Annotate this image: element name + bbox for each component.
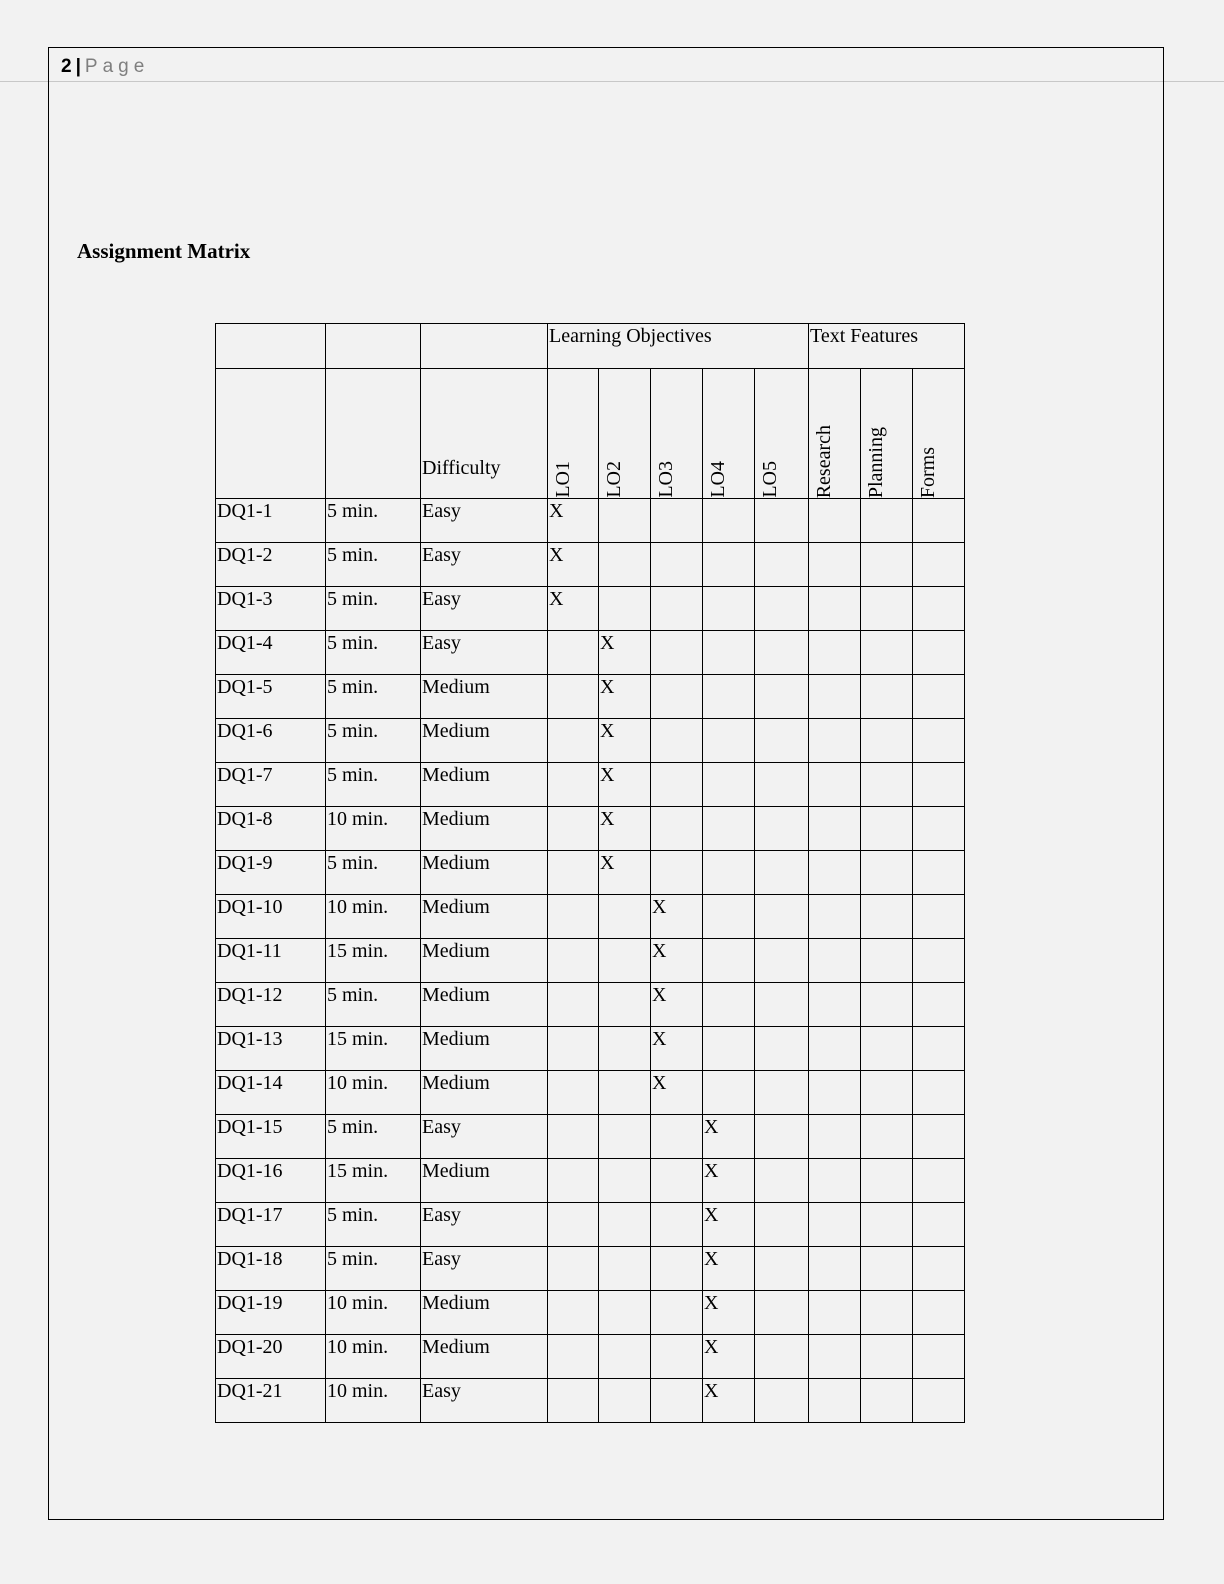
lo2-mark-cell (599, 895, 651, 939)
table-row (216, 719, 965, 763)
difficulty-cell: Easy (421, 543, 548, 587)
forms-mark-cell (913, 1115, 965, 1159)
group-header-row (216, 324, 965, 369)
research-mark-cell (809, 1027, 861, 1071)
lo1-mark-cell (548, 1203, 599, 1247)
planning-mark-cell (861, 851, 913, 895)
lo2-mark-cell: X (599, 719, 651, 763)
difficulty-cell: Medium (421, 939, 548, 983)
lo5-mark-cell (755, 587, 809, 631)
lo2-mark-cell (599, 543, 651, 587)
lo2-mark-cell: X (599, 675, 651, 719)
time-cell: 5 min. (326, 499, 421, 543)
time-cell: 5 min. (326, 1203, 421, 1247)
question-id-cell: DQ1-19 (216, 1291, 326, 1335)
forms-mark-cell (913, 939, 965, 983)
time-cell: 10 min. (326, 1335, 421, 1379)
document-title: Assignment Matrix (77, 239, 251, 263)
lo5-mark-cell (755, 983, 809, 1027)
research-mark-cell (809, 807, 861, 851)
time-cell: 5 min. (326, 631, 421, 675)
lo4-mark-cell (703, 895, 755, 939)
research-mark-cell (809, 1247, 861, 1291)
lo3-mark-cell (651, 1335, 703, 1379)
lo4-mark-cell: X (703, 1291, 755, 1335)
question-id-cell: DQ1-4 (216, 631, 326, 675)
table-row (216, 631, 965, 675)
difficulty-cell: Medium (421, 1071, 548, 1115)
table-row (216, 1071, 965, 1115)
lo5-mark-cell (755, 895, 809, 939)
forms-mark-cell (913, 675, 965, 719)
lo2-mark-cell (599, 1027, 651, 1071)
lo5-mark-cell (755, 807, 809, 851)
lo2-mark-cell: X (599, 807, 651, 851)
lo3-mark-cell (651, 1159, 703, 1203)
forms-mark-cell (913, 1379, 965, 1423)
forms-mark-cell (913, 543, 965, 587)
lo1-mark-cell: X (548, 499, 599, 543)
research-mark-cell (809, 895, 861, 939)
planning-mark-cell (861, 1159, 913, 1203)
lo5-mark-cell (755, 719, 809, 763)
lo3-mark-cell: X (651, 939, 703, 983)
lo3-mark-cell: X (651, 895, 703, 939)
time-cell: 5 min. (326, 1247, 421, 1291)
question-id-cell: DQ1-5 (216, 675, 326, 719)
lo3-mark-cell: X (651, 1027, 703, 1071)
forms-mark-cell (913, 763, 965, 807)
lo2-mark-cell (599, 1159, 651, 1203)
difficulty-cell: Medium (421, 895, 548, 939)
planning-mark-cell (861, 807, 913, 851)
research-mark-cell (809, 719, 861, 763)
lo3-mark-cell (651, 1379, 703, 1423)
difficulty-cell: Easy (421, 587, 548, 631)
assignment-matrix-table (215, 323, 965, 1423)
lo1-mark-cell (548, 983, 599, 1027)
table-row (216, 983, 965, 1027)
lo1-header: LO1 (552, 461, 574, 498)
planning-mark-cell (861, 1291, 913, 1335)
time-cell: 10 min. (326, 807, 421, 851)
lo1-mark-cell: X (548, 587, 599, 631)
table-row (216, 1379, 965, 1423)
lo3-mark-cell (651, 587, 703, 631)
lo4-mark-cell: X (703, 1335, 755, 1379)
forms-mark-cell (913, 1291, 965, 1335)
time-cell: 5 min. (326, 587, 421, 631)
planning-mark-cell (861, 1247, 913, 1291)
research-mark-cell (809, 983, 861, 1027)
question-id-cell: DQ1-11 (216, 939, 326, 983)
lo5-mark-cell (755, 851, 809, 895)
forms-mark-cell (913, 1071, 965, 1115)
lo2-mark-cell: X (599, 631, 651, 675)
table-row (216, 939, 965, 983)
lo5-mark-cell (755, 1159, 809, 1203)
lo5-mark-cell (755, 675, 809, 719)
question-id-cell: DQ1-20 (216, 1335, 326, 1379)
planning-mark-cell (861, 1115, 913, 1159)
lo2-mark-cell (599, 587, 651, 631)
lo5-mark-cell (755, 499, 809, 543)
lo5-mark-cell (755, 543, 809, 587)
lo2-mark-cell (599, 939, 651, 983)
lo5-mark-cell (755, 631, 809, 675)
planning-mark-cell (861, 1335, 913, 1379)
lo1-mark-cell (548, 1027, 599, 1071)
question-id-cell: DQ1-7 (216, 763, 326, 807)
planning-mark-cell (861, 939, 913, 983)
lo4-mark-cell (703, 851, 755, 895)
table-row (216, 1247, 965, 1291)
lo1-mark-cell (548, 851, 599, 895)
lo4-mark-cell: X (703, 1159, 755, 1203)
lo2-mark-cell (599, 1203, 651, 1247)
research-mark-cell (809, 499, 861, 543)
lo3-mark-cell (651, 631, 703, 675)
forms-header-cell (913, 369, 965, 499)
lo4-mark-cell (703, 543, 755, 587)
planning-mark-cell (861, 1071, 913, 1115)
planning-mark-cell (861, 499, 913, 543)
lo2-header: LO2 (603, 461, 625, 498)
lo5-mark-cell (755, 1071, 809, 1115)
lo3-mark-cell (651, 1115, 703, 1159)
planning-mark-cell (861, 763, 913, 807)
column-header-row (216, 369, 965, 499)
forms-mark-cell (913, 895, 965, 939)
lo4-mark-cell (703, 719, 755, 763)
forms-mark-cell (913, 1027, 965, 1071)
research-mark-cell (809, 939, 861, 983)
lo4-mark-cell (703, 631, 755, 675)
forms-mark-cell (913, 587, 965, 631)
forms-mark-cell (913, 1159, 965, 1203)
forms-mark-cell (913, 719, 965, 763)
lo5-mark-cell (755, 939, 809, 983)
lo4-mark-cell: X (703, 1203, 755, 1247)
difficulty-cell: Easy (421, 631, 548, 675)
lo3-mark-cell (651, 719, 703, 763)
table-row (216, 895, 965, 939)
lo1-mark-cell (548, 631, 599, 675)
table-row (216, 1203, 965, 1247)
lo3-mark-cell (651, 1247, 703, 1291)
question-id-cell: DQ1-13 (216, 1027, 326, 1071)
lo1-mark-cell (548, 807, 599, 851)
lo3-mark-cell (651, 807, 703, 851)
lo4-mark-cell: X (703, 1115, 755, 1159)
difficulty-cell: Medium (421, 763, 548, 807)
lo3-header: LO3 (655, 461, 677, 498)
lo4-mark-cell (703, 1027, 755, 1071)
planning-mark-cell (861, 1379, 913, 1423)
difficulty-cell: Medium (421, 719, 548, 763)
lo5-mark-cell (755, 1335, 809, 1379)
question-id-cell: DQ1-6 (216, 719, 326, 763)
question-id-cell: DQ1-3 (216, 587, 326, 631)
lo1-mark-cell (548, 1115, 599, 1159)
lo2-mark-cell: X (599, 851, 651, 895)
time-cell: 5 min. (326, 543, 421, 587)
research-header-cell (809, 369, 861, 499)
page-header-separator: | (75, 56, 81, 77)
lo2-header-cell (599, 369, 651, 499)
lo1-mark-cell (548, 1247, 599, 1291)
lo5-header: LO5 (759, 461, 781, 498)
question-id-cell: DQ1-15 (216, 1115, 326, 1159)
lo3-mark-cell: X (651, 983, 703, 1027)
lo1-mark-cell (548, 763, 599, 807)
table-row (216, 1159, 965, 1203)
lo2-mark-cell (599, 499, 651, 543)
lo2-mark-cell (599, 1247, 651, 1291)
forms-mark-cell (913, 807, 965, 851)
lo1-mark-cell: X (548, 543, 599, 587)
time-cell: 5 min. (326, 983, 421, 1027)
time-cell: 15 min. (326, 939, 421, 983)
research-mark-cell (809, 587, 861, 631)
lo4-mark-cell (703, 675, 755, 719)
difficulty-cell: Medium (421, 983, 548, 1027)
question-id-cell: DQ1-9 (216, 851, 326, 895)
lo5-mark-cell (755, 763, 809, 807)
time-cell: 5 min. (326, 763, 421, 807)
planning-mark-cell (861, 1027, 913, 1071)
lo1-mark-cell (548, 1335, 599, 1379)
table-row (216, 1027, 965, 1071)
table-row (216, 1335, 965, 1379)
table-row (216, 675, 965, 719)
time-cell: 10 min. (326, 1291, 421, 1335)
time-cell: 5 min. (326, 851, 421, 895)
difficulty-cell: Easy (421, 1379, 548, 1423)
difficulty-cell: Easy (421, 1203, 548, 1247)
lo3-mark-cell (651, 675, 703, 719)
time-cell: 10 min. (326, 1071, 421, 1115)
planning-mark-cell (861, 675, 913, 719)
lo4-mark-cell (703, 587, 755, 631)
research-mark-cell (809, 1071, 861, 1115)
page-number: 2 (61, 56, 72, 77)
time-cell: 5 min. (326, 719, 421, 763)
question-id-cell: DQ1-18 (216, 1247, 326, 1291)
forms-mark-cell (913, 1335, 965, 1379)
planning-mark-cell (861, 719, 913, 763)
research-mark-cell (809, 543, 861, 587)
lo4-mark-cell (703, 1071, 755, 1115)
difficulty-cell: Medium (421, 675, 548, 719)
question-id-cell: DQ1-10 (216, 895, 326, 939)
research-mark-cell (809, 1115, 861, 1159)
time-cell: 5 min. (326, 675, 421, 719)
difficulty-cell: Medium (421, 1291, 548, 1335)
table-row (216, 543, 965, 587)
lo2-mark-cell (599, 1291, 651, 1335)
lo3-mark-cell (651, 543, 703, 587)
question-id-cell: DQ1-2 (216, 543, 326, 587)
learning-objectives-header: Learning Objectives (548, 324, 809, 369)
lo1-header-cell (548, 369, 599, 499)
lo3-mark-cell (651, 851, 703, 895)
question-id-cell: DQ1-8 (216, 807, 326, 851)
research-mark-cell (809, 631, 861, 675)
lo4-header: LO4 (707, 461, 729, 498)
lo2-mark-cell: X (599, 763, 651, 807)
difficulty-cell: Easy (421, 1247, 548, 1291)
time-cell: 15 min. (326, 1159, 421, 1203)
page-header (61, 56, 149, 78)
difficulty-cell: Easy (421, 1115, 548, 1159)
question-id-cell: DQ1-14 (216, 1071, 326, 1115)
forms-mark-cell (913, 851, 965, 895)
planning-mark-cell (861, 631, 913, 675)
lo5-header-cell (755, 369, 809, 499)
planning-mark-cell (861, 587, 913, 631)
lo3-header-cell (651, 369, 703, 499)
planning-mark-cell (861, 895, 913, 939)
header-cell-empty (421, 324, 548, 369)
lo3-mark-cell: X (651, 1071, 703, 1115)
lo2-mark-cell (599, 1335, 651, 1379)
planning-header: Planning (865, 426, 887, 498)
lo2-mark-cell (599, 1071, 651, 1115)
lo5-mark-cell (755, 1247, 809, 1291)
question-id-cell: DQ1-1 (216, 499, 326, 543)
planning-header-cell (861, 369, 913, 499)
research-mark-cell (809, 1203, 861, 1247)
lo4-mark-cell (703, 763, 755, 807)
lo2-mark-cell (599, 1379, 651, 1423)
difficulty-cell: Medium (421, 1159, 548, 1203)
time-cell: 15 min. (326, 1027, 421, 1071)
forms-mark-cell (913, 983, 965, 1027)
lo1-mark-cell (548, 719, 599, 763)
time-cell: 10 min. (326, 895, 421, 939)
planning-mark-cell (861, 1203, 913, 1247)
difficulty-cell: Medium (421, 1027, 548, 1071)
research-mark-cell (809, 1291, 861, 1335)
table-row (216, 851, 965, 895)
matrix-body (216, 324, 965, 1423)
lo4-mark-cell (703, 807, 755, 851)
lo4-mark-cell: X (703, 1247, 755, 1291)
header-cell-empty (326, 369, 421, 499)
lo3-mark-cell (651, 1203, 703, 1247)
lo5-mark-cell (755, 1203, 809, 1247)
time-cell: 10 min. (326, 1379, 421, 1423)
forms-mark-cell (913, 499, 965, 543)
lo3-mark-cell (651, 499, 703, 543)
research-mark-cell (809, 1379, 861, 1423)
lo4-mark-cell (703, 499, 755, 543)
lo4-mark-cell: X (703, 1379, 755, 1423)
lo5-mark-cell (755, 1379, 809, 1423)
lo3-mark-cell (651, 763, 703, 807)
forms-mark-cell (913, 1247, 965, 1291)
lo2-mark-cell (599, 983, 651, 1027)
research-mark-cell (809, 763, 861, 807)
time-cell: 5 min. (326, 1115, 421, 1159)
table-row (216, 587, 965, 631)
question-id-cell: DQ1-21 (216, 1379, 326, 1423)
lo1-mark-cell (548, 1159, 599, 1203)
lo4-header-cell (703, 369, 755, 499)
lo2-mark-cell (599, 1115, 651, 1159)
research-header: Research (813, 424, 835, 498)
lo1-mark-cell (548, 1379, 599, 1423)
table-row (216, 807, 965, 851)
planning-mark-cell (861, 543, 913, 587)
difficulty-cell: Medium (421, 1335, 548, 1379)
question-id-cell: DQ1-17 (216, 1203, 326, 1247)
difficulty-cell: Medium (421, 807, 548, 851)
difficulty-header: Difficulty (421, 369, 548, 499)
lo1-mark-cell (548, 895, 599, 939)
lo3-mark-cell (651, 1291, 703, 1335)
lo1-mark-cell (548, 675, 599, 719)
question-id-cell: DQ1-12 (216, 983, 326, 1027)
forms-header: Forms (917, 446, 939, 498)
lo1-mark-cell (548, 1291, 599, 1335)
header-cell-empty (216, 324, 326, 369)
research-mark-cell (809, 675, 861, 719)
lo4-mark-cell (703, 939, 755, 983)
lo1-mark-cell (548, 1071, 599, 1115)
lo5-mark-cell (755, 1027, 809, 1071)
difficulty-cell: Easy (421, 499, 548, 543)
research-mark-cell (809, 1335, 861, 1379)
difficulty-cell: Medium (421, 851, 548, 895)
table-row (216, 1115, 965, 1159)
lo1-mark-cell (548, 939, 599, 983)
page-label: Page (84, 56, 150, 77)
lo4-mark-cell (703, 983, 755, 1027)
lo5-mark-cell (755, 1115, 809, 1159)
forms-mark-cell (913, 631, 965, 675)
table-row (216, 1291, 965, 1335)
header-cell-empty (216, 369, 326, 499)
header-cell-empty (326, 324, 421, 369)
forms-mark-cell (913, 1203, 965, 1247)
research-mark-cell (809, 851, 861, 895)
question-id-cell: DQ1-16 (216, 1159, 326, 1203)
table-row (216, 763, 965, 807)
text-features-header: Text Features (809, 324, 965, 369)
research-mark-cell (809, 1159, 861, 1203)
table-row (216, 499, 965, 543)
lo5-mark-cell (755, 1291, 809, 1335)
planning-mark-cell (861, 983, 913, 1027)
